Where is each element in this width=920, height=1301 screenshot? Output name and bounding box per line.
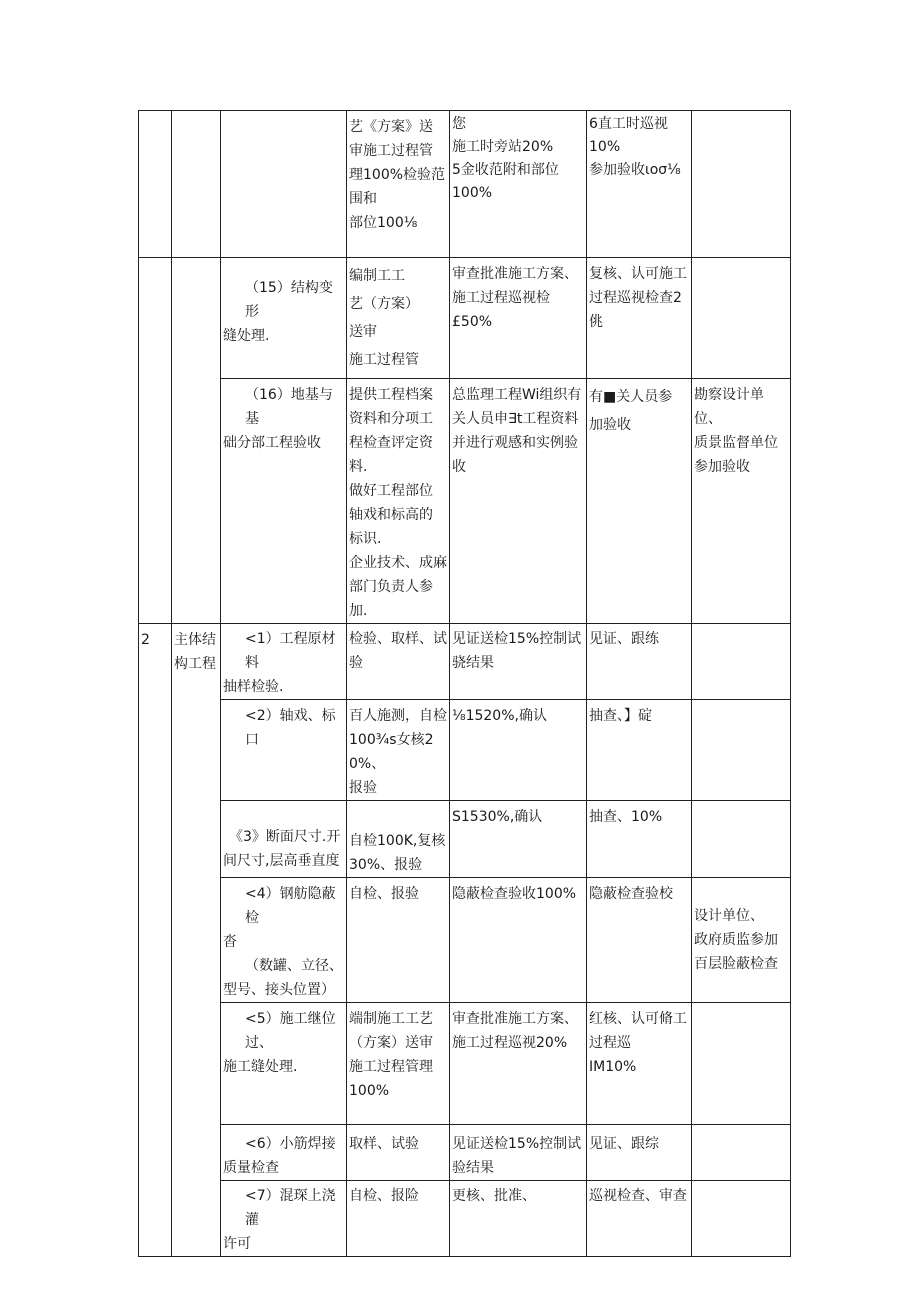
others-cell: [692, 700, 791, 801]
table-row: [139, 111, 791, 258]
others-cell: [692, 624, 791, 700]
table-row: [139, 1125, 791, 1181]
category-cell: 主体结 构工程: [172, 624, 221, 1257]
others-cell: [692, 111, 791, 258]
others-cell: 设计单位、 政府质监参加 百层脸蔽检查: [692, 878, 791, 1003]
others-cell: [692, 1181, 791, 1257]
item-cell: 《3》断面尺寸.开 间尺寸,层高垂直度: [221, 801, 347, 878]
construction-cell: 提供工程档案 资料和分项工 程检查评定资 料. 做好工程部位 轴戏和标高的 标识. 企业技术、成麻 部门负责人参 加.: [347, 379, 450, 624]
category-cell: [172, 111, 221, 258]
others-cell: 勘察设计单位、 质景监督单位 参加验收: [692, 379, 791, 624]
item-cell: <4）钢舫隐蔽检 沓 （数罐、立径、 型号、接头位置）: [221, 878, 347, 1003]
item-cell: <1）工程原材料 抽样检验.: [221, 624, 347, 700]
owner-cell: 复核、认可施工 过程巡视检查2 佻: [587, 258, 692, 379]
no-cell: 2: [139, 624, 172, 1257]
construction-cell: 百人施测，自检 100¾s女核20%、 报验: [347, 700, 450, 801]
item-cell: <2）轴戏、标口: [221, 700, 347, 801]
construction-cell: 检验、取样、试 验: [347, 624, 450, 700]
construction-cell: 自检、报险: [347, 1181, 450, 1257]
supervision-cell: 更核、批准、: [450, 1181, 587, 1257]
construction-cell: 取样、试验: [347, 1125, 450, 1181]
owner-cell: 隐蔽检查验校: [587, 878, 692, 1003]
no-cell: [139, 111, 172, 258]
supervision-cell: ⅛1520%,确认: [450, 700, 587, 801]
category-cell: [172, 258, 221, 624]
others-cell: [692, 258, 791, 379]
table-row: [139, 1003, 791, 1125]
others-cell: [692, 801, 791, 878]
owner-cell: 6直工时巡视 10% 参加验收ιoσ⅛: [587, 111, 692, 258]
owner-cell: 抽查、】碇: [587, 700, 692, 801]
table-row: [139, 700, 791, 801]
table-row: [139, 878, 791, 1003]
table-row: [139, 1181, 791, 1257]
item-cell: <6）小筋焊接 质量检查: [221, 1125, 347, 1181]
supervision-cell: 审查批准施工方案、 施工过程巡视检 £50%: [450, 258, 587, 379]
owner-cell: 巡视检查、审查: [587, 1181, 692, 1257]
table-row: [139, 379, 791, 624]
construction-cell: 艺《方案》送 审施工过程管 理100%检验范 围和 部位100⅛: [347, 111, 450, 258]
table-row: [139, 258, 791, 379]
item-cell: （15）结构变形 缝处理.: [221, 258, 347, 379]
supervision-cell: 您 施工时旁站20% 5金收范附和部位 100%: [450, 111, 587, 258]
owner-cell: 见证、跟综: [587, 1125, 692, 1181]
supervision-cell: 隐蔽检查验收100%: [450, 878, 587, 1003]
item-cell: <7）混琛上浇灌 许可: [221, 1181, 347, 1257]
supervision-cell: S1530%,确认: [450, 801, 587, 878]
supervision-cell: 审查批准施工方案、 施工过程巡视20%: [450, 1003, 587, 1125]
inspection-table: [138, 110, 791, 1257]
construction-cell: 编制工工 艺（方案） 送审 施工过程管: [347, 258, 450, 379]
table-row: [139, 624, 791, 700]
supervision-cell: 见证送检15%控制试 验结果: [450, 1125, 587, 1181]
no-cell: [139, 258, 172, 624]
item-cell: [221, 111, 347, 258]
item-cell: <5）施工继位过、 施工缝处理.: [221, 1003, 347, 1125]
others-cell: [692, 1003, 791, 1125]
owner-cell: 见证、跟练: [587, 624, 692, 700]
owner-cell: 抽查、10%: [587, 801, 692, 878]
supervision-cell: 见证送检15%控制试 骁结果: [450, 624, 587, 700]
table-row: [139, 801, 791, 878]
owner-cell: 有■关人员参 加验收: [587, 379, 692, 624]
supervision-cell: 总监理工程Wi组织有 关人员申∃t工程资料 并进行观感和实例验 收: [450, 379, 587, 624]
construction-cell: 端制施工工艺 （方案）送审 施工过程管理 100%: [347, 1003, 450, 1125]
item-cell: （16）地基与基 础分部工程验收: [221, 379, 347, 624]
construction-cell: 自检、报验: [347, 878, 450, 1003]
owner-cell: 红核、认可脩工 过程巡 IM10%: [587, 1003, 692, 1125]
construction-cell: 自检100K,复核 30%、报验: [347, 801, 450, 878]
others-cell: [692, 1125, 791, 1181]
